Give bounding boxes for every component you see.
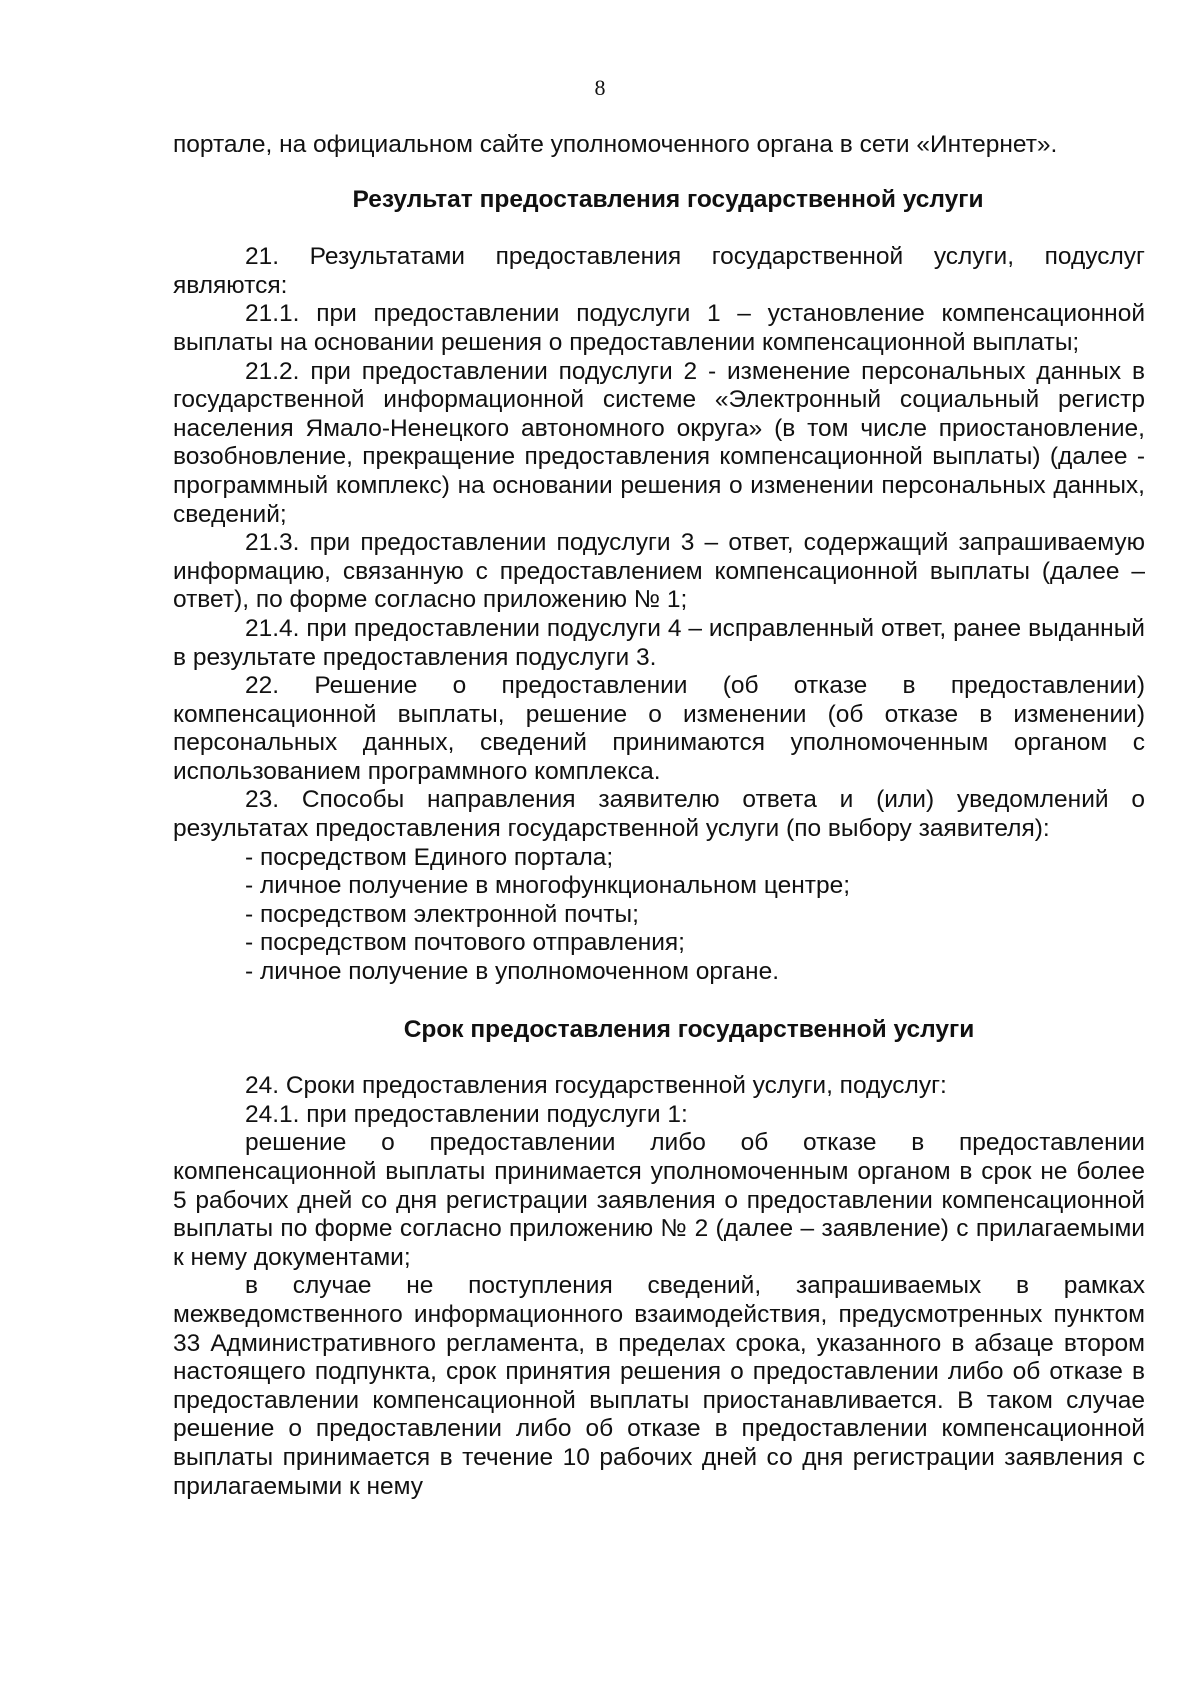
intro-paragraph: порталe, на официальном сайте уполномоченного органа в сети «Интернет». (173, 131, 1058, 158)
list-item: - посредством Единого портала; (245, 843, 614, 871)
section-heading-result: Результат предоставления государственной услуги (352, 185, 984, 213)
paragraph-21: 21. Результатами предоставления государственной услуги, подуслуг являются: (173, 243, 1145, 299)
paragraph-21-4: 21.4. при предоставлении подуслуги 4 – исправленный ответ, ранее выданный в результате предоставления подуслуги 3. (173, 614, 1145, 671)
page-number: 8 (594, 75, 606, 100)
list-item: - посредством электронной почты; (245, 900, 639, 928)
paragraph-24: 24. Сроки предоставления государственной услуги, подуслуг: (245, 1072, 947, 1100)
paragraph-22: 22. Решение о предоставлении (об отказе в предоставлении) компенсационной выплаты, решение о изменении (об отказе в изменении) персональных данных, сведений принимаются уполномоченным органом с использованием программного комплекса. (173, 672, 1145, 785)
paragraph-24-1-decision: решение о предоставлении либо об отказе в предоставлении компенсационной выплаты принимается уполномоченным органом в срок не более 5 рабочих дней со дня регистрации заявления о предоставлении компенсационной выплаты по форме согласно приложению № 2 (далее – заявление) с прилагаемыми к нему документами; (173, 1129, 1145, 1271)
list-item: - посредством почтового отправления; (245, 929, 685, 957)
list-item: - личное получение в уполномоченном органе. (245, 958, 780, 986)
paragraph-21-1: 21.1. при предоставлении подуслуги 1 – установление компенсационной выплаты на основании решения о предоставлении компенсационной выплаты; (173, 300, 1145, 356)
paragraph-24-1-suspension: в случае не поступления сведений, запрашиваемых в рамках межведомственного информационного взаимодействия, предусмотренных пунктом 33 Административного регламента, в пределах срока, указанного в абзаце втором настоящего подпункта, срок принятия решения о предоставлении либо об отказе в предоставлении компенсационной выплаты приостанавливается. В таком случае решение о предоставлении либо об отказе в предоставлении компенсационной выплаты принимается в течение 10 рабочих дней со дня регистрации заявления с прилагаемыми к нему (173, 1272, 1145, 1500)
paragraph-23: 23. Способы направления заявителю ответа и (или) уведомлений о результатах предоставления государственной услуги (по выбору заявителя): (173, 786, 1145, 843)
section-heading-term: Срок предоставления государственной услуги (403, 1015, 975, 1043)
document-body (173, 131, 1145, 1501)
delivery-methods-list (173, 844, 1145, 987)
paragraph-21-3: 21.3. при предоставлении подуслуги 3 – ответ, содержащий запрашиваемую информацию, связанную с предоставлением компенсационной выплаты (далее – ответ), по форме согласно приложению № 1; (173, 529, 1145, 614)
paragraph-24-1: 24.1. при предоставлении подуслуги 1: (245, 1100, 688, 1128)
list-item: - личное получение в многофункциональном центре; (245, 872, 851, 900)
paragraph-21-2: 21.2. при предоставлении подуслуги 2 - изменение персональных данных в государственной информационной системе «Электронный социальный регистр населения Ямало-Ненецкого автономного округа» (в том числе приостановление, возобновление, прекращение предоставления компенсационной выплаты) (далее - программный комплекс) на основании решения о изменении персональных данных, сведений; (173, 357, 1145, 528)
